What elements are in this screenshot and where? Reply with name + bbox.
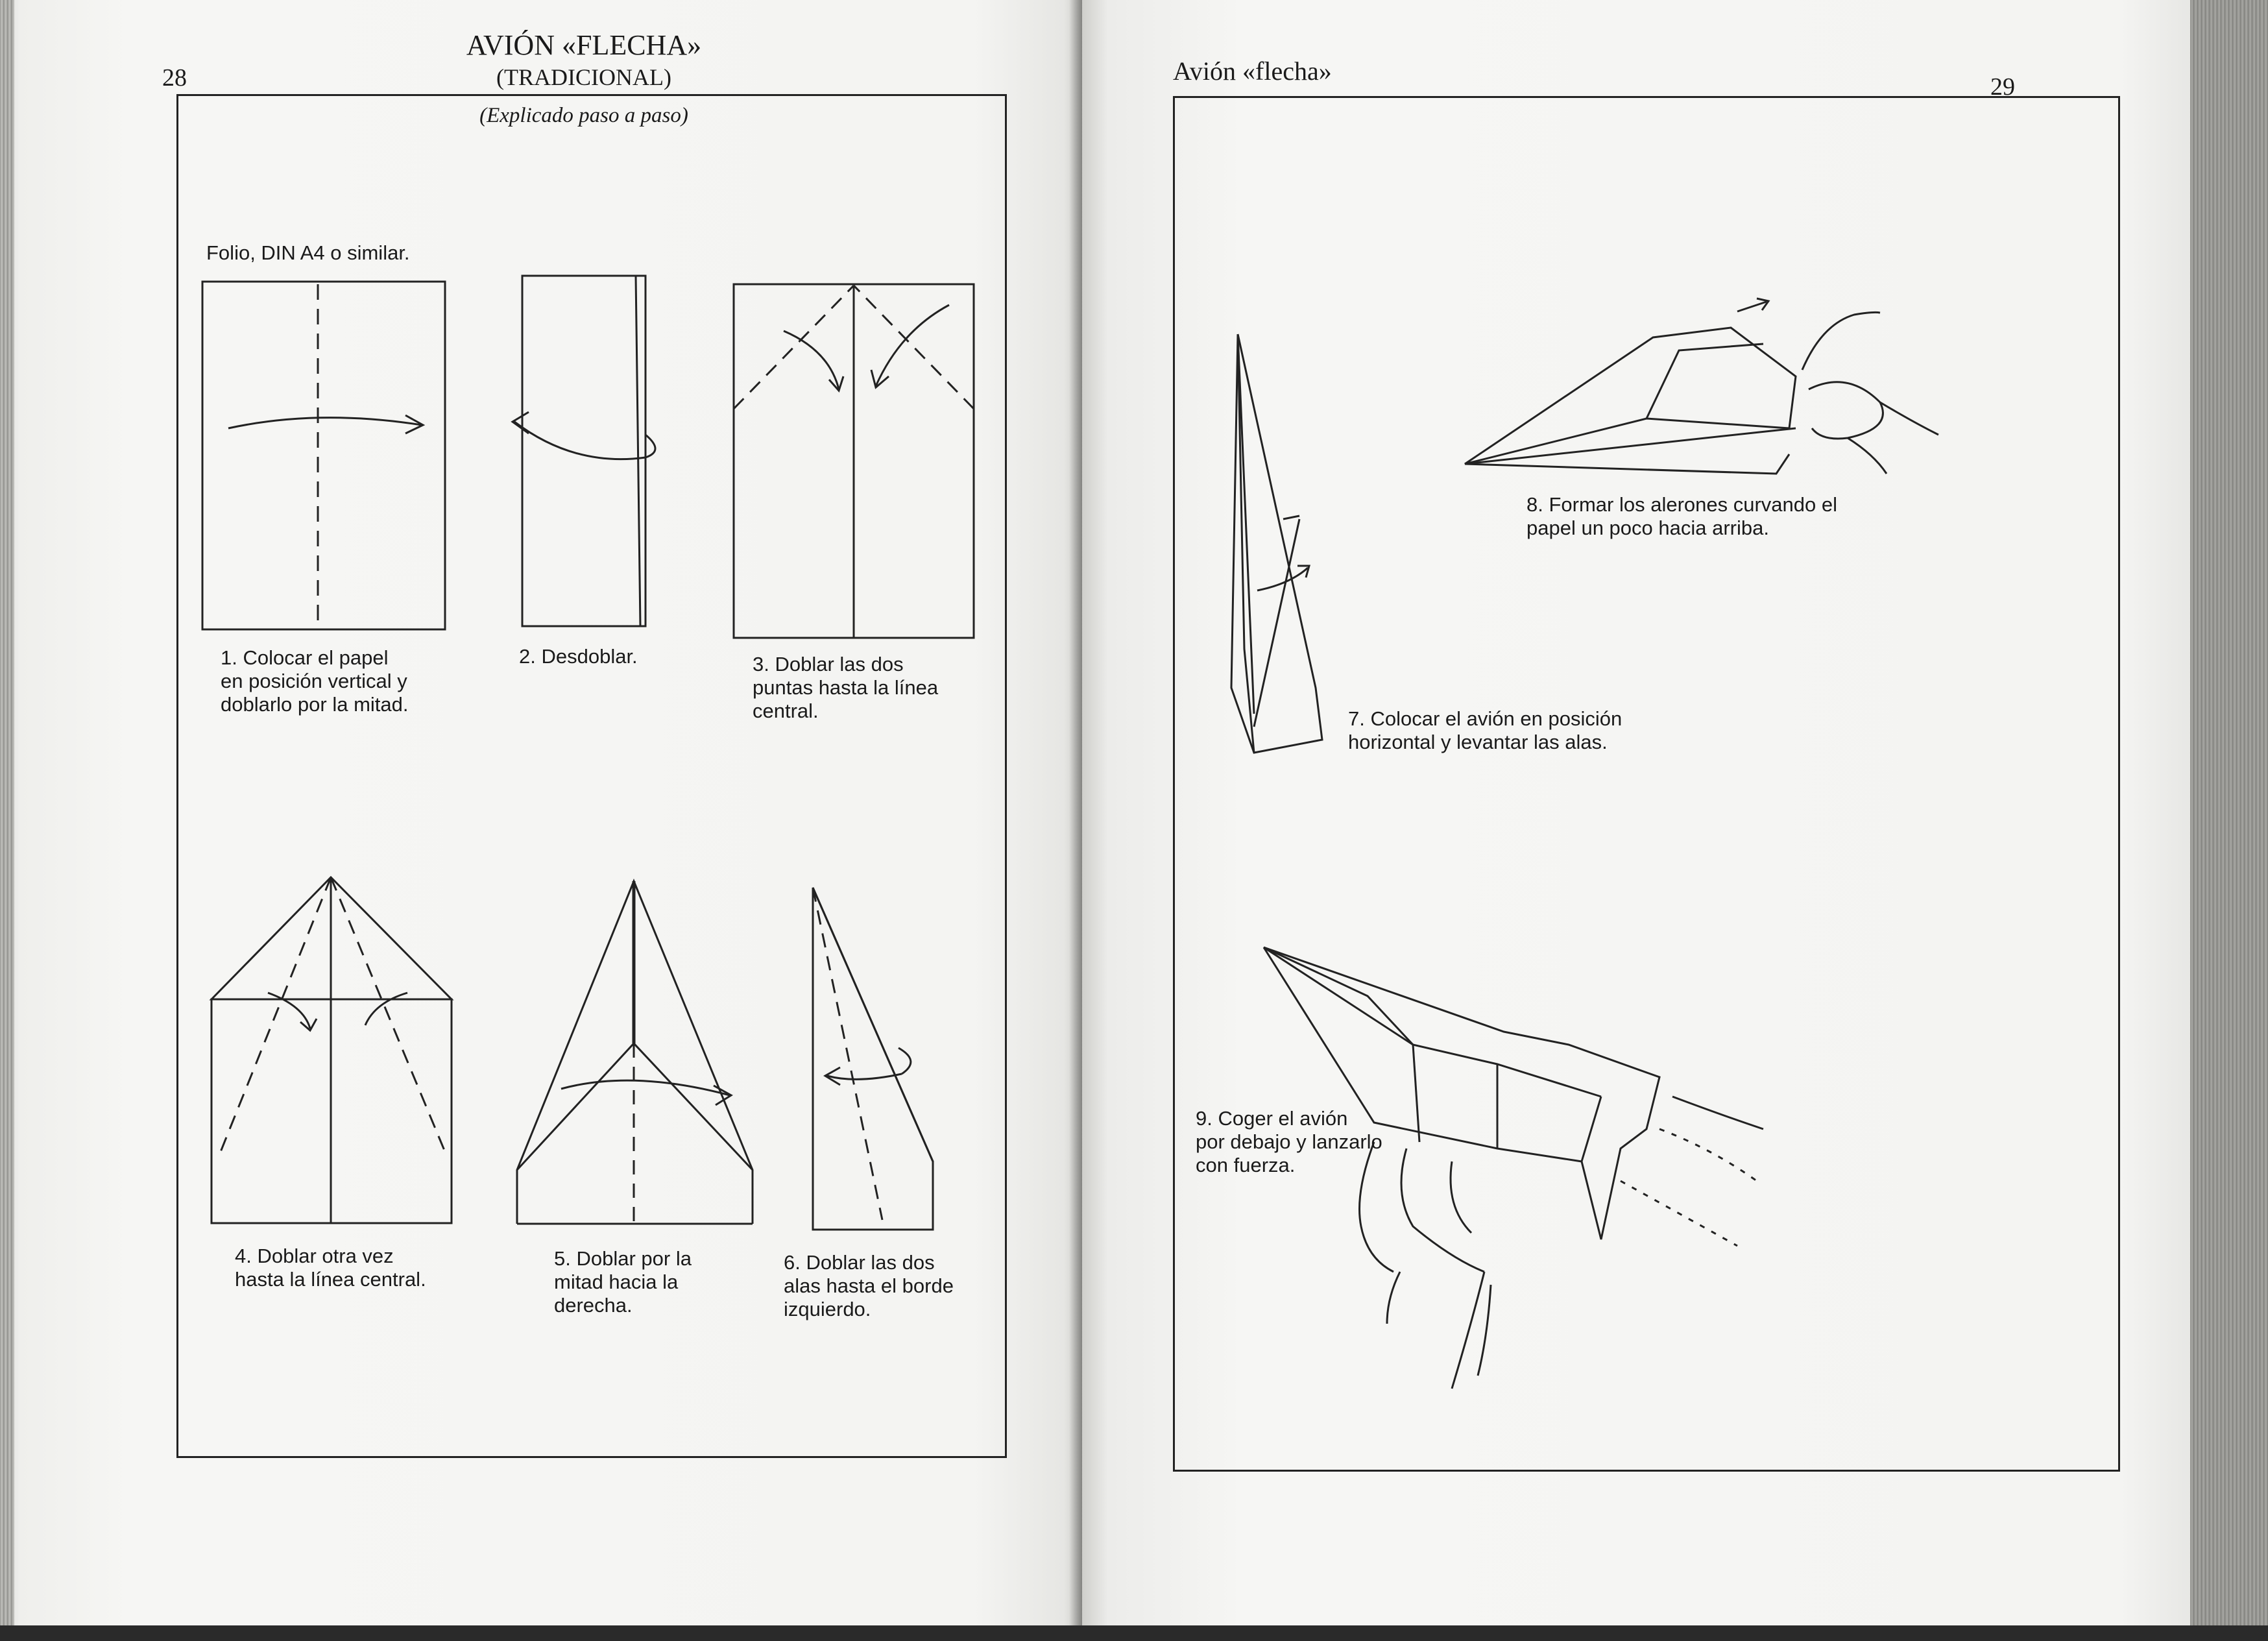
step-4-diagram [206,869,459,1233]
right-page [1082,0,2268,1641]
page-edge-right [2190,0,2268,1641]
materials-label: Folio, DIN A4 o similar. [206,241,410,264]
page-number-right: 29 [1990,73,2015,101]
left-page [0,0,1082,1641]
page-number-left: 28 [162,64,187,91]
step-7-diagram [1218,324,1335,766]
step-4-caption: 4. Doblar otra vez hasta la línea central. [235,1245,426,1291]
step-6-diagram [811,882,941,1233]
page-edge-left [0,0,14,1641]
desk-surface [0,1625,2268,1641]
step-1-caption: 1. Colocar el papel en posición vertical y doblarlo por la mitad. [221,646,409,716]
step-7-caption: 7. Colocar el avión en posición horizontal y levantar las alas. [1348,707,1623,753]
step-2-diagram [503,273,671,636]
page-title: AVIÓN «FLECHA» [466,29,702,61]
step-3-diagram [732,279,978,642]
step-2-caption: 2. Desdoblar. [519,645,638,668]
step-6-caption: 6. Doblar las dos alas hasta el borde izquierdo. [784,1251,954,1320]
page-note: (Explicado paso a paso) [479,104,688,127]
step-5-caption: 5. Doblar por la mitad hacia la derecha. [554,1247,692,1317]
running-head: Avión «flecha» [1173,56,1332,86]
page-subtitle: (TRADICIONAL) [496,64,671,90]
step-8-diagram [1458,298,1964,480]
step-1-diagram [201,279,448,636]
step-5-diagram [509,875,762,1225]
step-3-caption: 3. Doblar las dos puntas hasta la línea central. [753,653,939,722]
step-9-caption: 9. Coger el avión por debajo y lanzarlo con fuerza. [1196,1107,1382,1176]
step-8-caption: 8. Formar los alerones curvando el papel un poco hacia arriba. [1526,493,1838,539]
